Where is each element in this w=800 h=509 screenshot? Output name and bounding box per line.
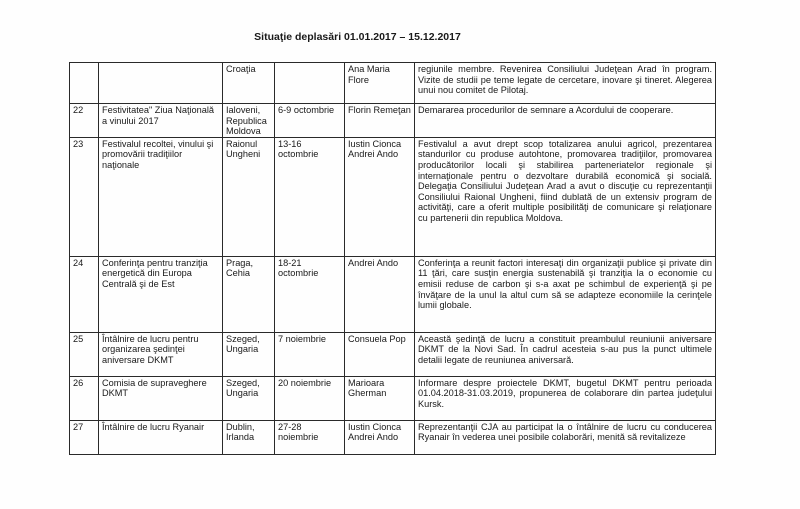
event-name: Conferinţa pentru tranziţia energetică din Europa Centrală şi de Est bbox=[99, 256, 223, 332]
table-row bbox=[70, 332, 716, 376]
event-description: Festivalul a avut drept scop totalizarea anului agricol, prezentarea standurilor cu produse autohtone, promovarea tradiţiilor, promovarea producătorilor locali şi stabilirea parteneriatelor regionale şi internaţionale pentru o dezvoltare durabilă economică şi socială. Delegaţia Consiliului Judeţean Arad a avut o discuţie cu reprezentanţii Consiliului Raional Ungheni, fiind dublată de un extensiv program de activităţi, care a oferit multiple posibilităţi de comunicare şi relaţionare cu partenerii din republica Moldova. bbox=[415, 137, 716, 256]
event-date: 6-9 octombrie bbox=[275, 104, 345, 138]
event-location: Dublin, Irlanda bbox=[223, 420, 275, 454]
event-name: Comisia de supraveghere DKMT bbox=[99, 376, 223, 420]
event-date: 20 noiembrie bbox=[275, 376, 345, 420]
event-location: Szeged, Ungaria bbox=[223, 332, 275, 376]
row-number: 27 bbox=[70, 420, 99, 454]
row-number: 25 bbox=[70, 332, 99, 376]
row-number: 23 bbox=[70, 137, 99, 256]
row-number bbox=[70, 63, 99, 104]
event-participants: Andrei Ando bbox=[345, 256, 415, 332]
event-participants: Florin Remeţan bbox=[345, 104, 415, 138]
table-row bbox=[70, 376, 716, 420]
table-row bbox=[70, 420, 716, 454]
row-number: 24 bbox=[70, 256, 99, 332]
deplasari-table bbox=[69, 62, 716, 455]
event-description: Demararea procedurilor de semnare a Acordului de cooperare. bbox=[415, 104, 716, 138]
event-name: Festivitatea" Ziua Naţională a vinului 2017 bbox=[99, 104, 223, 138]
event-name bbox=[99, 63, 223, 104]
event-participants: Consuela Pop bbox=[345, 332, 415, 376]
event-participants: Marioara Gherman bbox=[345, 376, 415, 420]
event-name: Festivalul recoltei, vinului şi promovării tradiţiilor naţionale bbox=[99, 137, 223, 256]
event-name: Întâlnire de lucru pentru organizarea şedinţei aniversare DKMT bbox=[99, 332, 223, 376]
row-number: 22 bbox=[70, 104, 99, 138]
event-location: Praga, Cehia bbox=[223, 256, 275, 332]
table-row bbox=[70, 63, 716, 104]
event-date: 7 noiembrie bbox=[275, 332, 345, 376]
event-description: Această şedinţă de lucru a constituit preambulul reuniunii aniversare DKMT de la Novi Sad. În cadrul acesteia s-au pus la punct ultimele detalii legate de reuniunea aniversară. bbox=[415, 332, 716, 376]
event-participants: Iustin Cionca Andrei Ando bbox=[345, 137, 415, 256]
event-participants: Ana Maria Flore bbox=[345, 63, 415, 104]
event-location: Szeged, Ungaria bbox=[223, 376, 275, 420]
event-location: Ialoveni, Republica Moldova bbox=[223, 104, 275, 138]
row-number: 26 bbox=[70, 376, 99, 420]
event-location: Raionul Ungheni bbox=[223, 137, 275, 256]
event-name: Întâlnire de lucru Ryanair bbox=[99, 420, 223, 454]
event-date bbox=[275, 63, 345, 104]
event-description: regiunile membre. Revenirea Consiliului Judeţean Arad în program. Vizite de studii pe teme legate de cercetare, inovare şi tineret. Alegerea unui nou comitet de Pilotaj. bbox=[415, 63, 716, 104]
table-row bbox=[70, 104, 716, 138]
event-description: Reprezentanţii CJA au participat la o întâlnire de lucru cu conducerea Ryanair în vederea unei posibile colaborări, menită să revitalizeze bbox=[415, 420, 716, 454]
table-row bbox=[70, 137, 716, 256]
document-title: Situaţie deplasări 01.01.2017 – 15.12.2017 bbox=[254, 31, 461, 43]
event-description: Conferinţa a reunit factori interesaţi din organizaţii publice şi private din 11 ţări, care susţin energia sustenabilă şi tranziţia la o economie cu emisii reduse de carbon şi s-a axat pe schimbul de experienţă şi pe învăţare de la unul la altul cum să se adapteze economiile la cerinţele lumii globale. bbox=[415, 256, 716, 332]
event-date: 27-28 noiembrie bbox=[275, 420, 345, 454]
event-location: Croaţia bbox=[223, 63, 275, 104]
event-date: 13-16 octombrie bbox=[275, 137, 345, 256]
event-description: Informare despre proiectele DKMT, bugetul DKMT pentru perioada 01.04.2018-31.03.2019, propunerea de colaborare din partea judeţului Kursk. bbox=[415, 376, 716, 420]
event-participants: Iustin Cionca Andrei Ando bbox=[345, 420, 415, 454]
event-date: 18-21 octombrie bbox=[275, 256, 345, 332]
table-row bbox=[70, 256, 716, 332]
